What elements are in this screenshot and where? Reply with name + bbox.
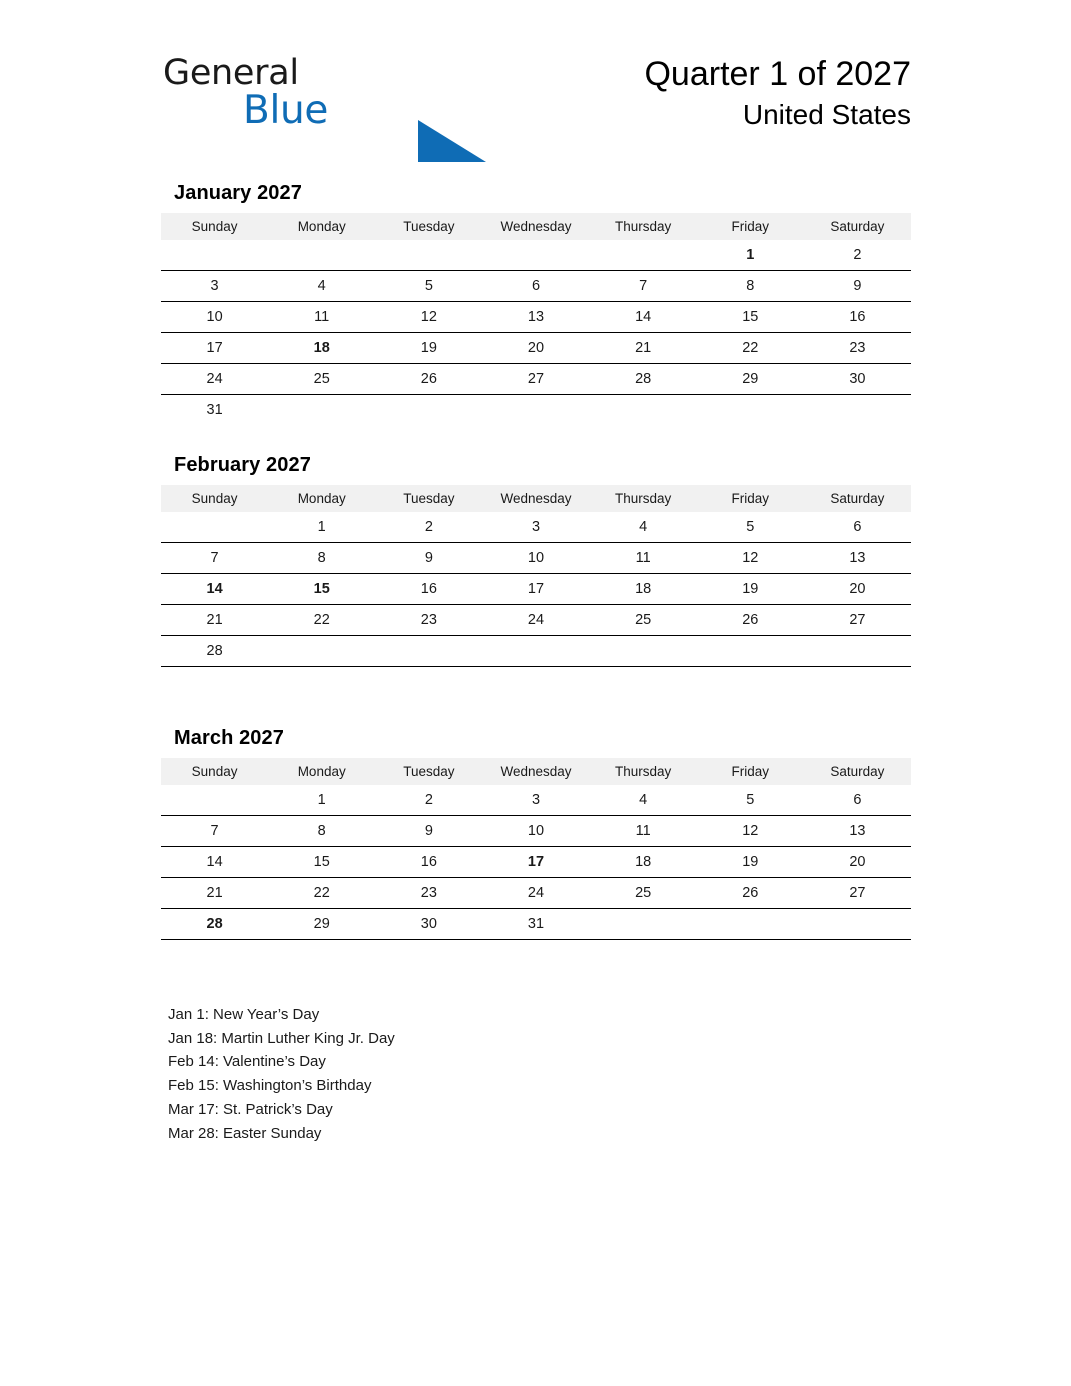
month-title: March 2027 (174, 727, 284, 749)
weekday-header-row (161, 758, 911, 785)
weekday-header-row (161, 213, 911, 240)
week-row (161, 816, 911, 847)
day-cell[interactable]: 27 (482, 364, 589, 395)
day-cell[interactable]: 3 (161, 271, 268, 302)
day-cell-empty (590, 240, 697, 271)
day-cell-empty (268, 636, 375, 667)
day-cell[interactable]: 25 (590, 605, 697, 636)
day-cell[interactable]: 6 (804, 512, 911, 543)
weekday-header-tuesday: Tuesday (375, 485, 482, 512)
weekday-header-thursday: Thursday (590, 213, 697, 240)
day-cell[interactable]: 21 (590, 333, 697, 364)
weekday-header-thursday: Thursday (590, 758, 697, 785)
day-cell[interactable]: 8 (697, 271, 804, 302)
day-cell-empty (161, 240, 268, 271)
day-cell[interactable]: 2 (804, 240, 911, 271)
day-cell[interactable]: 17 (482, 574, 589, 605)
day-cell[interactable]: 25 (590, 878, 697, 909)
day-cell[interactable]: 30 (375, 909, 482, 940)
day-cell[interactable]: 14 (161, 847, 268, 878)
day-cell[interactable]: 6 (482, 271, 589, 302)
day-cell[interactable]: 19 (375, 333, 482, 364)
day-cell[interactable]: 4 (268, 271, 375, 302)
day-cell[interactable]: 24 (482, 878, 589, 909)
day-cell[interactable]: 4 (590, 512, 697, 543)
day-cell[interactable]: 11 (268, 302, 375, 333)
weekday-header-thursday: Thursday (590, 485, 697, 512)
day-cell-empty (268, 395, 375, 426)
day-cell-empty (804, 636, 911, 667)
day-cell[interactable]: 6 (804, 785, 911, 816)
week-row (161, 364, 911, 395)
day-cell[interactable]: 11 (590, 816, 697, 847)
month-grid (161, 485, 911, 667)
day-cell[interactable]: 9 (375, 543, 482, 574)
day-cell[interactable]: 5 (697, 512, 804, 543)
day-cell[interactable]: 5 (375, 271, 482, 302)
month-grid (161, 213, 911, 425)
day-cell-empty (804, 395, 911, 426)
day-cell[interactable]: 28 (161, 636, 268, 667)
day-cell-empty (161, 785, 268, 816)
day-cell-holiday[interactable]: 15 (268, 574, 375, 605)
day-cell[interactable]: 23 (804, 333, 911, 364)
weekday-header-friday: Friday (697, 485, 804, 512)
day-cell[interactable]: 12 (697, 816, 804, 847)
weekday-header-wednesday: Wednesday (482, 485, 589, 512)
weekday-header-sunday: Sunday (161, 758, 268, 785)
page-header (161, 52, 911, 152)
day-cell[interactable]: 24 (482, 605, 589, 636)
day-cell[interactable]: 31 (206, 402, 223, 418)
day-cell[interactable]: 27 (804, 878, 911, 909)
holiday-legend-item: Feb 14: Valentine’s Day (168, 1053, 326, 1071)
day-cell-holiday[interactable]: 18 (268, 333, 375, 364)
day-cell[interactable]: 9 (804, 271, 911, 302)
day-cell[interactable]: 21 (161, 605, 268, 636)
day-cell[interactable]: 30 (804, 364, 911, 395)
day-cell[interactable]: 28 (590, 364, 697, 395)
day-cell-holiday[interactable]: 17 (482, 847, 589, 878)
holiday-legend-item: Mar 17: St. Patrick’s Day (168, 1100, 333, 1118)
day-cell[interactable]: 22 (268, 605, 375, 636)
week-row (161, 847, 911, 878)
day-cell[interactable]: 7 (161, 816, 268, 847)
day-cell[interactable]: 29 (268, 909, 375, 940)
day-cell[interactable]: 12 (375, 302, 482, 333)
day-cell[interactable]: 13 (804, 543, 911, 574)
day-cell[interactable]: 3 (482, 785, 589, 816)
month-block (161, 453, 911, 667)
day-cell[interactable]: 1 (268, 512, 375, 543)
day-cell[interactable]: 20 (804, 574, 911, 605)
day-cell[interactable]: 10 (482, 543, 589, 574)
day-cell[interactable]: 31 (482, 909, 589, 940)
weekday-header-monday: Monday (268, 758, 375, 785)
day-cell[interactable]: 20 (482, 333, 589, 364)
day-cell-empty (697, 909, 804, 940)
day-cell-empty (697, 636, 804, 667)
weekday-header-wednesday: Wednesday (482, 758, 589, 785)
logo-text-general: General (163, 53, 299, 93)
weekday-header-friday: Friday (697, 758, 804, 785)
day-cell[interactable]: 1 (268, 785, 375, 816)
week-row (161, 605, 911, 636)
day-cell[interactable]: 18 (590, 574, 697, 605)
day-cell[interactable]: 19 (697, 847, 804, 878)
week-row (161, 271, 911, 302)
day-cell[interactable]: 22 (268, 878, 375, 909)
day-cell[interactable]: 15 (268, 847, 375, 878)
weekday-header-sunday: Sunday (161, 213, 268, 240)
day-cell-empty (375, 636, 482, 667)
day-cell-empty (482, 240, 589, 271)
weekday-header-friday: Friday (697, 213, 804, 240)
day-cell[interactable]: 15 (697, 302, 804, 333)
week-row (161, 785, 911, 816)
day-cell[interactable]: 7 (161, 543, 268, 574)
day-cell[interactable]: 13 (482, 302, 589, 333)
day-cell[interactable]: 17 (161, 333, 268, 364)
day-cell[interactable]: 16 (804, 302, 911, 333)
day-cell[interactable]: 29 (697, 364, 804, 395)
day-cell[interactable]: 10 (161, 302, 268, 333)
day-cell[interactable]: 18 (590, 847, 697, 878)
holiday-legend-item: Jan 1: New Year’s Day (168, 1006, 320, 1023)
day-cell[interactable]: 22 (697, 333, 804, 364)
day-cell-holiday[interactable]: 28 (161, 909, 268, 940)
month-title: February 2027 (174, 454, 311, 476)
day-cell-empty (697, 395, 804, 426)
weekday-header-monday: Monday (268, 213, 375, 240)
week-row (161, 574, 911, 605)
logo-text-blue: Blue (243, 88, 329, 133)
week-row (161, 333, 911, 364)
general-blue-logo (161, 52, 461, 142)
day-cell-empty (482, 636, 589, 667)
day-cell[interactable]: 14 (590, 302, 697, 333)
day-cell[interactable]: 11 (590, 543, 697, 574)
day-cell[interactable]: 13 (804, 816, 911, 847)
day-cell[interactable]: 20 (804, 847, 911, 878)
day-cell-holiday[interactable]: 14 (161, 574, 268, 605)
day-cell-empty (482, 395, 589, 426)
day-cell[interactable]: 16 (375, 574, 482, 605)
day-cell[interactable]: 23 (375, 605, 482, 636)
week-row (161, 636, 911, 667)
day-cell[interactable]: 7 (590, 271, 697, 302)
month-title: January 2027 (174, 182, 302, 204)
weekday-header-tuesday: Tuesday (375, 213, 482, 240)
day-cell[interactable]: 2 (375, 512, 482, 543)
day-cell-empty (375, 240, 482, 271)
day-cell[interactable]: 5 (697, 785, 804, 816)
week-row (161, 395, 911, 426)
day-cell[interactable]: 19 (697, 574, 804, 605)
weekday-header-row (161, 485, 911, 512)
day-cell[interactable]: 23 (375, 878, 482, 909)
day-cell-empty (804, 909, 911, 940)
day-cell-holiday[interactable]: 1 (697, 240, 804, 271)
day-cell[interactable]: 8 (268, 816, 375, 847)
day-cell[interactable]: 4 (590, 785, 697, 816)
day-cell-empty (375, 395, 482, 426)
week-row (161, 512, 911, 543)
day-cell-empty (268, 240, 375, 271)
day-cell[interactable]: 26 (697, 878, 804, 909)
month-block (161, 726, 911, 940)
day-cell-empty (161, 512, 268, 543)
day-cell[interactable]: 9 (375, 816, 482, 847)
holiday-legend-item: Mar 28: Easter Sunday (168, 1124, 322, 1142)
day-cell[interactable]: 2 (375, 785, 482, 816)
day-cell-empty (590, 395, 697, 426)
day-cell[interactable]: 16 (375, 847, 482, 878)
holiday-legend (168, 1003, 768, 1145)
weekday-header-monday: Monday (268, 485, 375, 512)
day-cell[interactable]: 21 (161, 878, 268, 909)
day-cell-empty (590, 636, 697, 667)
page-subtitle: United States (742, 99, 911, 130)
day-cell[interactable]: 26 (375, 364, 482, 395)
day-cell[interactable]: 12 (697, 543, 804, 574)
week-row (161, 909, 911, 940)
day-cell[interactable]: 26 (697, 605, 804, 636)
page-title: Quarter 1 of 2027 (644, 55, 911, 93)
weekday-header-saturday: Saturday (804, 758, 911, 785)
day-cell-empty (590, 909, 697, 940)
holiday-legend-item: Jan 18: Martin Luther King Jr. Day (168, 1029, 395, 1047)
month-grid (161, 758, 911, 940)
weekday-header-wednesday: Wednesday (482, 213, 589, 240)
month-block (161, 181, 911, 425)
holiday-legend-item: Feb 15: Washington’s Birthday (168, 1077, 372, 1095)
weekday-header-sunday: Sunday (161, 485, 268, 512)
weekday-header-saturday: Saturday (804, 485, 911, 512)
day-cell[interactable]: 3 (482, 512, 589, 543)
week-row (161, 543, 911, 574)
week-row (161, 878, 911, 909)
weekday-header-saturday: Saturday (804, 213, 911, 240)
weekday-header-tuesday: Tuesday (375, 758, 482, 785)
day-cell[interactable]: 27 (804, 605, 911, 636)
title-block (451, 52, 911, 134)
day-cell[interactable]: 25 (268, 364, 375, 395)
day-cell[interactable]: 8 (268, 543, 375, 574)
week-row (161, 302, 911, 333)
day-cell[interactable]: 10 (482, 816, 589, 847)
week-row (161, 240, 911, 271)
day-cell[interactable]: 24 (161, 364, 268, 395)
